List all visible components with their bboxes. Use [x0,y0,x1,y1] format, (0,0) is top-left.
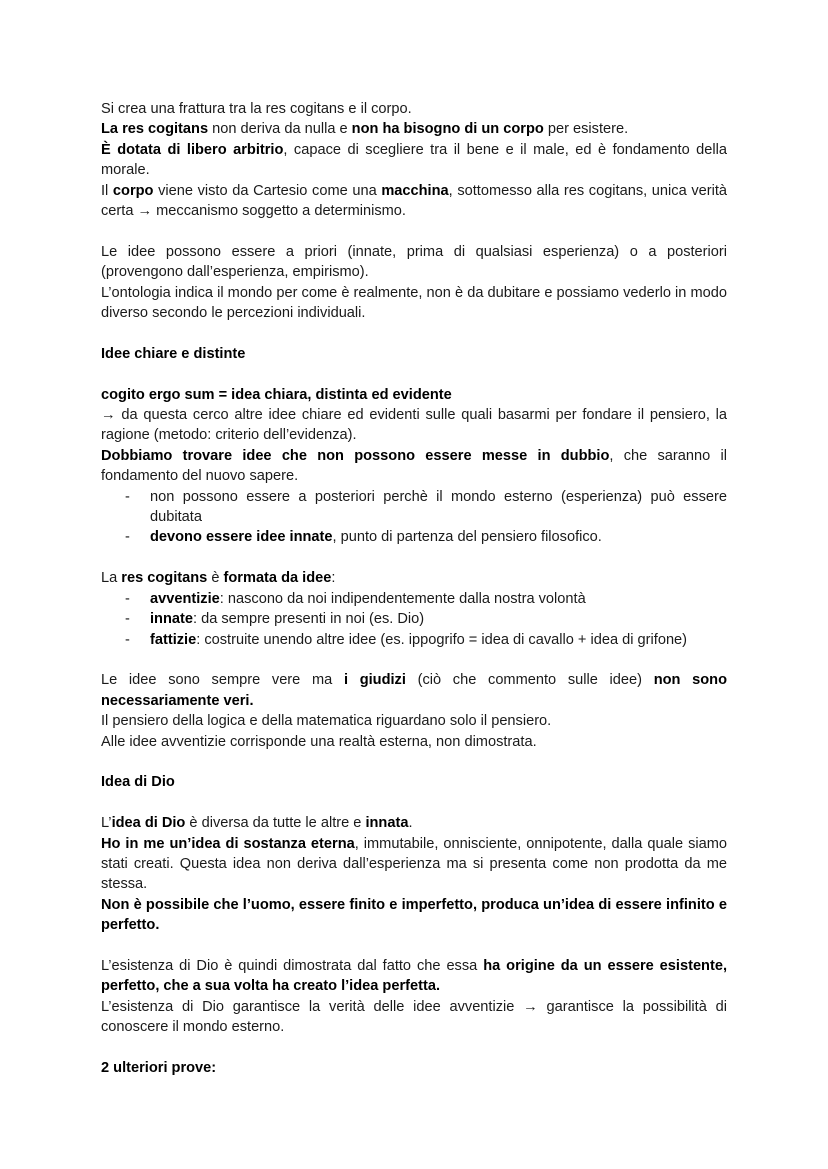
paragraph-res-cogitans [101,99,727,221]
paragraph-esistenza-dio [101,956,727,1038]
text-line: Il pensiero della logica e della matematica riguardano solo il pensiero. [101,713,552,730]
text-line: cogito ergo sum = idea chiara, distinta ed evidente [101,386,452,403]
text-line: La res cogitans è formata da idee: [101,570,336,587]
bullet-marker: - [125,611,130,628]
bullet-list [101,589,727,650]
bullet-marker: - [125,529,130,546]
text-line: Si crea una frattura tra la res cogitans e il corpo. [101,101,412,117]
text-line: Dobbiamo trovare idee che non possono essere messe in dubbio, che saranno il fondamento del nuovo sapere. [101,447,727,485]
text-line: Le idee sono sempre vere ma i giudizi (ciò che commento sulle idee) non sono necessariamente veri. [101,672,727,709]
bullet-marker: - [125,590,130,607]
document-page [101,99,727,1078]
section-heading-ulteriori-prove: 2 ulteriori prove: [101,1059,217,1076]
text-line: La res cogitans non deriva da nulla e non ha bisogno di un corpo per esistere. [101,121,629,138]
text-line: Le idee possono essere a priori (innate, prima di qualsiasi esperienza) o a posteriori (provengono dall’esperienza, empirismo). [101,243,727,281]
list-item: - non possono essere a posteriori perchè il mondo esterno (esperienza) può essere dubitata [125,488,727,526]
text-line: Il corpo viene visto da Cartesio come una macchina, sottomesso alla res cogitans, unica verità certa → meccanismo soggetto a determinismo. [101,182,728,220]
list-item: - devono essere idee innate, punto di partenza del pensiero filosofico. [101,527,727,547]
text-line: Non è possibile che l’uomo, essere finito e imperfetto, produca un’idea di essere infinito e perfetto. [101,896,727,934]
text-line: L’esistenza di Dio è quindi dimostrata dal fatto che essa ha origine da un essere esistente, perfetto, che a sua volta ha creato l’idea perfetta. [101,957,728,995]
bullet-list [101,487,727,548]
section-heading-idea-di-dio: Idea di Dio [101,774,175,791]
paragraph-idea-dio [101,813,727,935]
text-line: L’idea di Dio è diversa da tutte le altre e innata. [101,815,413,832]
list-item: - fattizie: costruite unendo altre idee (es. ippogrifo = idea di cavallo + idea di grifone) [101,630,727,650]
paragraph-tipi-idee [101,568,727,650]
list-item: - innate: da sempre presenti in noi (es. Dio) [101,609,727,629]
text-line: È dotata di libero arbitrio, capace di scegliere tra il bene e il male, ed è fondamento della morale. [101,141,727,179]
text-line: → da questa cerco altre idee chiare ed evidenti sulle quali basarmi per fondare il pensiero, la ragione (metodo: criterio dell’evidenza). [101,407,727,444]
bullet-marker: - [125,631,130,648]
list-item: - avventizie: nascono da noi indipendentemente dalla nostra volontà [101,589,727,609]
paragraph-cogito [101,385,727,548]
paragraph-idee [101,242,727,324]
text-line: L’esistenza di Dio garantisce la verità delle idee avventizie → garantisce la possibilità di conoscere il mondo esterno. [101,998,727,1036]
section-heading-idee-chiare: Idee chiare e distinte [101,345,246,362]
bullet-marker: - [125,488,130,505]
text-line: Ho in me un’idea di sostanza eterna, immutabile, onnisciente, onnipotente, dalla quale siamo stati creati. Questa idea non deriva dall’esperienza ma si presenta come non prodotta da me stessa. [101,835,727,893]
paragraph-giudizi [101,670,727,752]
text-line: Alle idee avventizie corrisponde una realtà esterna, non dimostrata. [101,733,537,750]
text-line: L’ontologia indica il mondo per come è realmente, non è da dubitare e possiamo vederlo in modo diverso secondo le percezioni individuali. [101,284,727,322]
